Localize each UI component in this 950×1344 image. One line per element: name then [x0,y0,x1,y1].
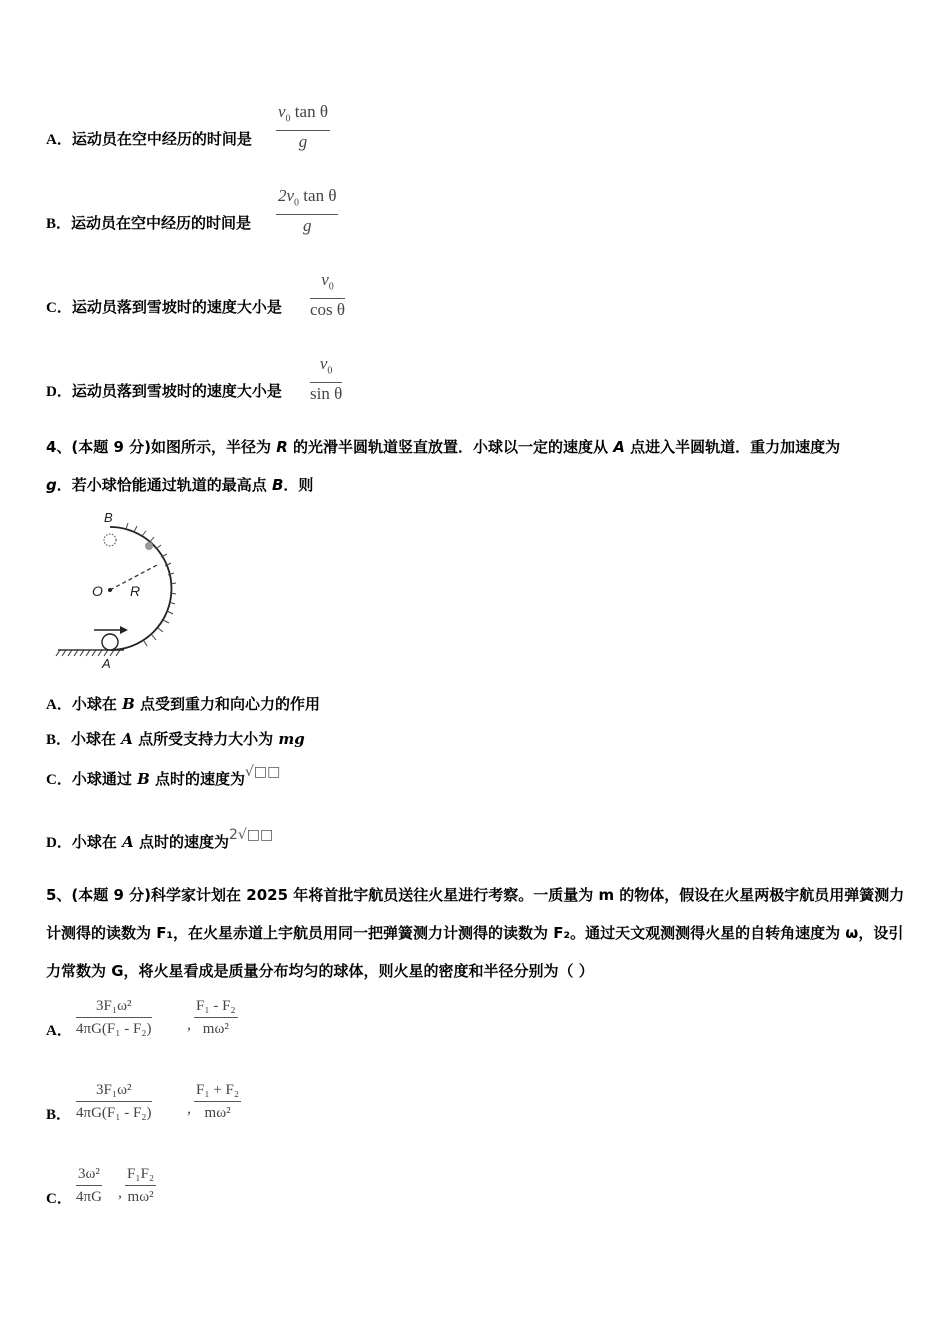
q4-var-b: B [271,476,284,494]
ball-on-track [145,542,153,550]
option-text: 运动员落到雪坡时的速度大小是 [71,298,282,316]
formula-den: mω² [204,1105,231,1121]
center-point [108,588,112,592]
label-o: O [92,583,103,599]
formula-sub: 0 [294,197,300,209]
formula-num-tail: tan θ [290,102,328,121]
formula-sub: 0 [285,113,291,125]
q3-option-c [46,296,282,317]
formula-den: 4πG [76,1189,102,1205]
arrow-head-icon [120,626,128,634]
option-var: B [137,770,150,788]
q4-text1: 如图所示，半径为 [151,438,277,456]
q4-var-a: A [613,438,625,456]
q4-text2: 的光滑半圆轨道竖直放置．小球以一定的速度从 [287,438,614,456]
formula-den: 4πG(F₁ - F₂) [76,1021,152,1037]
q5-option-c-letter [46,1187,72,1208]
label-b: B [104,510,113,525]
ground-hatch [56,650,124,656]
ball-at-b [104,534,116,546]
q4-option-c [46,764,281,789]
formula-sub: 0 [328,281,334,293]
option-var: A [122,833,134,851]
option-letter: C． [46,300,72,316]
label-r: R [130,583,141,599]
option-text: 运动员落到雪坡时的速度大小是 [71,382,282,400]
option-tail: mg [278,730,305,748]
formula-den: mω² [202,1021,229,1037]
q4-text5: ．则 [283,476,314,494]
q3-option-a [46,128,252,149]
q4-var-r: R [276,438,288,456]
q5-a-formula-1 [76,996,152,1039]
q4-stem [46,428,906,504]
q5-option-a-letter [46,1019,72,1040]
option-pre: 小球在 [71,695,123,713]
q4-text3: 点进入半圆轨道．重力加速度为 [624,438,841,456]
comma: , [187,1016,191,1033]
option-letter: A． [46,697,72,713]
option-post: 点所受支持力大小为 [132,730,279,748]
option-letter: D． [46,384,72,400]
formula-num: 2v [278,186,295,205]
q4-prefix: 4、(本题 9 分) [46,438,152,456]
option-text: 运动员在空中经历的时间是 [71,214,252,232]
q5-stem [46,876,906,990]
q3-a-formula [276,102,330,152]
formula-den: g [298,132,308,152]
option-post: 点时的速度为 [149,770,245,788]
formula-num: 3ω² [76,1164,102,1186]
option-post: 点受到重力和向心力的作用 [134,695,320,713]
option-post: 点时的速度为 [133,833,229,851]
q4-option-a [46,693,320,714]
formula-den: sin θ [310,384,343,404]
formula-num: v [278,102,286,121]
q3-c-formula [310,270,345,320]
formula-num: F₁ + F₂ [194,1080,241,1102]
q3-option-b [46,212,251,233]
formula-den: mω² [127,1189,154,1205]
q5-b-formula-2 [194,1080,241,1123]
formula-num: F₁ - F₂ [194,996,238,1018]
formula-num: F₁F₂ [125,1164,156,1186]
q4-text4: ．若小球恰能通过轨道的最高点 [56,476,272,494]
comma: , [187,1100,191,1117]
q5-text: 科学家计划在 2025 年将首批宇航员送往火星进行考察。一质量为 m 的物体，假设在火星两极宇航员用弹簧测力计测得的读数为 F₁，在火星赤道上宇航员用同一把弹簧测力计测得的读数为 F₂。通过天文观测测得火星的自转角速度为 ω，设引力常数为 G，将火星看成是质量分布均匀的球体，则火星的密度和半径分别为（ ） [46,886,905,980]
label-a: A [102,656,111,671]
option-letter: C． [46,1191,72,1207]
q4-var-g: g [46,476,57,494]
option-tail: 2√□□ [228,827,274,843]
ball-at-a [102,634,118,650]
option-var: A [121,730,133,748]
formula-sub: 0 [327,365,333,377]
formula-den: 4πG(F₁ - F₂) [76,1105,152,1121]
q5-prefix: 5、(本题 9 分) [46,886,152,904]
formula-num: 3F₁ω² [76,996,152,1018]
q5-a-formula-2 [194,996,238,1039]
q4-figure [54,510,184,672]
formula-num: v [319,354,328,373]
q5-b-formula-1 [76,1080,152,1123]
option-letter: B． [46,216,72,232]
option-letter: B． [46,732,72,748]
q4-option-b [46,728,305,749]
q3-b-formula [276,186,338,236]
option-letter: B． [46,1107,72,1123]
q3-option-d [46,380,282,401]
formula-num: v [321,270,329,289]
q5-c-formula-2 [125,1164,156,1207]
option-pre: 小球在 [71,833,123,851]
comma: , [118,1184,122,1201]
formula-num-tail: tan θ [299,186,337,205]
option-letter: A． [46,1023,72,1039]
formula-num: 3F₁ω² [76,1080,152,1102]
option-letter: D． [46,835,72,851]
option-letter: C． [46,772,72,788]
option-var: B [122,695,135,713]
q4-option-d [46,827,274,852]
formula-den: g [302,216,312,236]
formula-den: cos θ [310,300,346,320]
option-tail: √□□ [245,764,281,780]
option-pre: 小球通过 [71,770,138,788]
option-pre: 小球在 [71,730,122,748]
option-text: 运动员在空中经历的时间是 [71,130,252,148]
option-letter: A． [46,132,72,148]
q5-c-formula-1 [76,1164,102,1207]
q5-option-b-letter [46,1103,71,1124]
q3-d-formula [310,354,342,404]
